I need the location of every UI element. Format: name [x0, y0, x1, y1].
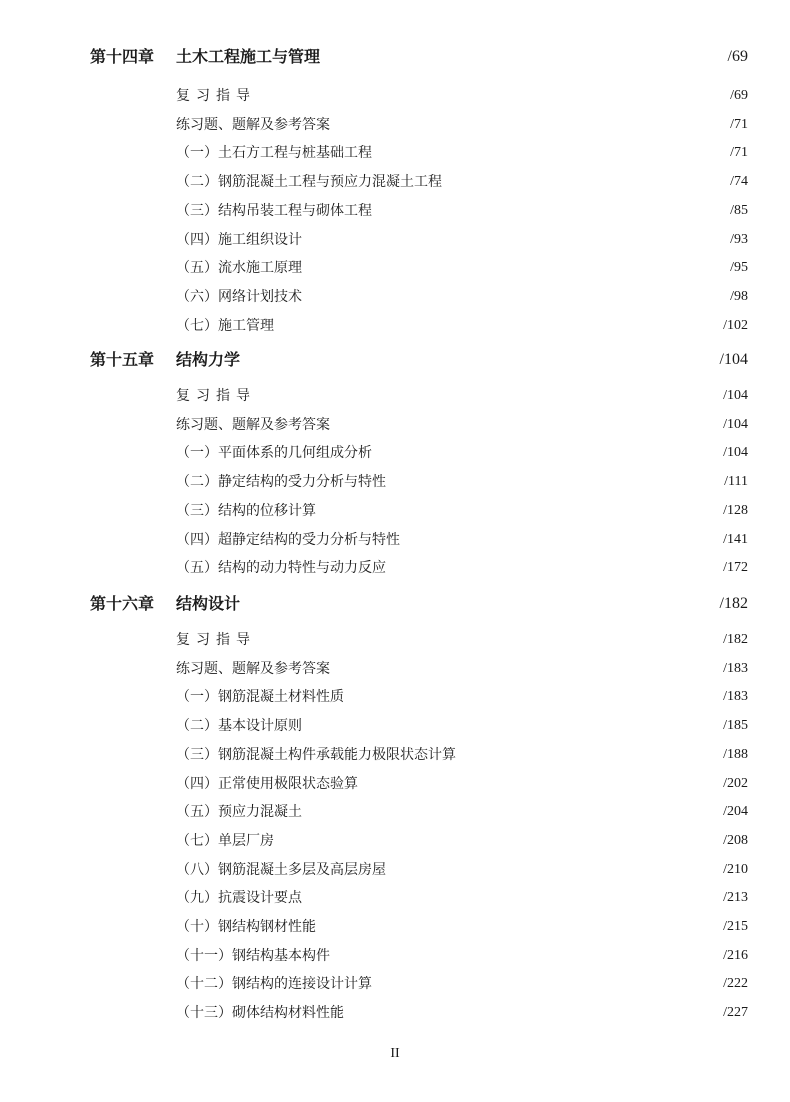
toc-entry[interactable] [0, 831, 790, 857]
toc-entry-title: （一）平面体系的几何组成分析 [176, 445, 372, 461]
toc-entry[interactable] [0, 860, 790, 886]
toc-entry[interactable] [0, 386, 790, 412]
toc-entry-page-number: /172 [723, 560, 748, 575]
toc-entry-title: （三）钢筋混凝土构件承载能力极限状态计算 [176, 747, 456, 763]
toc-entry-page-number: /95 [730, 260, 748, 275]
toc-entry-page-number: /213 [723, 890, 748, 905]
toc-entry[interactable] [0, 443, 790, 469]
toc-entry[interactable] [0, 172, 790, 198]
toc-entry-title: 练习题、题解及参考答案 [176, 117, 330, 133]
toc-entry-page-number: /85 [730, 203, 748, 218]
toc-entry-title: （二）钢筋混凝土工程与预应力混凝土工程 [176, 174, 442, 190]
toc-entry[interactable] [0, 659, 790, 685]
toc-entry[interactable] [0, 630, 790, 656]
chapter-title: 结构设计 [176, 594, 241, 613]
toc-entry-page-number: /222 [723, 976, 748, 991]
toc-entry-title: （三）结构的位移计算 [176, 503, 316, 519]
toc-entry-title: （十三）砌体结构材料性能 [176, 1005, 344, 1021]
toc-entry-page-number: /98 [730, 289, 748, 304]
toc-entry[interactable] [0, 1003, 790, 1029]
chapter-page-number: /182 [719, 595, 748, 612]
toc-entry-page-number: /128 [723, 503, 748, 518]
toc-entry-title: （七）施工管理 [176, 318, 274, 334]
toc-entry-page-number: /69 [730, 88, 748, 103]
toc-entry-title: （一）钢筋混凝土材料性质 [176, 689, 344, 705]
toc-entry[interactable] [0, 974, 790, 1000]
toc-entry-page-number: /188 [723, 747, 748, 762]
toc-entry[interactable] [0, 558, 790, 584]
toc-entry-page-number: /183 [723, 689, 748, 704]
chapter-page-number: /69 [727, 48, 748, 65]
toc-entry-title: （二）静定结构的受力分析与特性 [176, 474, 386, 490]
toc-entry[interactable] [0, 530, 790, 556]
toc-entry-page-number: /104 [723, 445, 748, 460]
toc-entry-page-number: /71 [730, 145, 748, 160]
toc-entry-page-number: /93 [730, 232, 748, 247]
toc-entry-title: 练习题、题解及参考答案 [176, 417, 330, 433]
toc-entry-title: 练习题、题解及参考答案 [176, 661, 330, 677]
toc-entry-page-number: /185 [723, 718, 748, 733]
toc-entry-page-number: /208 [723, 833, 748, 848]
toc-entry-title: （七）单层厂房 [176, 833, 274, 849]
toc-entry-title: （十）钢结构钢材性能 [176, 919, 316, 935]
toc-entry[interactable] [0, 917, 790, 943]
toc-entry[interactable] [0, 472, 790, 498]
toc-entry[interactable] [0, 230, 790, 256]
chapter-page-number: /104 [719, 351, 748, 368]
toc-entry-title: （四）正常使用极限状态验算 [176, 776, 358, 792]
toc-entry-page-number: /227 [723, 1005, 748, 1020]
toc-entry-title: （九）抗震设计要点 [176, 890, 302, 906]
toc-entry-page-number: /104 [723, 388, 748, 403]
chapter-number: 第十五章 [90, 350, 155, 369]
chapter-heading[interactable] [0, 593, 790, 619]
toc-entry-title: （一）土石方工程与桩基础工程 [176, 145, 372, 161]
toc-entry-page-number: /141 [723, 532, 748, 547]
toc-entry[interactable] [0, 745, 790, 771]
toc-entry-page-number: /104 [723, 417, 748, 432]
toc-entry[interactable] [0, 687, 790, 713]
toc-entry[interactable] [0, 716, 790, 742]
toc-entry[interactable] [0, 115, 790, 141]
toc-entry-title: （二）基本设计原则 [176, 718, 302, 734]
toc-entry-page-number: /210 [723, 862, 748, 877]
toc-entry-page-number: /182 [723, 632, 748, 647]
toc-entry-title: （六）网络计划技术 [176, 289, 302, 305]
toc-entry-title: （五）预应力混凝土 [176, 804, 302, 820]
toc-entry[interactable] [0, 946, 790, 972]
toc-entry-title: （十二）钢结构的连接设计计算 [176, 976, 372, 992]
toc-entry[interactable] [0, 774, 790, 800]
chapter-title: 土木工程施工与管理 [176, 47, 321, 66]
toc-entry-page-number: /111 [724, 474, 748, 489]
toc-entry[interactable] [0, 201, 790, 227]
toc-entry-page-number: /71 [730, 117, 748, 132]
toc-entry-title: （八）钢筋混凝土多层及高层房屋 [176, 862, 386, 878]
toc-entry-page-number: /215 [723, 919, 748, 934]
chapter-number: 第十四章 [90, 47, 155, 66]
toc-entry-page-number: /74 [730, 174, 748, 189]
toc-entry[interactable] [0, 888, 790, 914]
toc-entry-title: （十一）钢结构基本构件 [176, 948, 330, 964]
toc-entry-page-number: /202 [723, 776, 748, 791]
page-number: II [390, 1046, 400, 1061]
toc-entry-title: （五）结构的动力特性与动力反应 [176, 560, 386, 576]
toc-entry[interactable] [0, 86, 790, 112]
toc-entry[interactable] [0, 802, 790, 828]
chapter-number: 第十六章 [90, 594, 155, 613]
toc-entry[interactable] [0, 501, 790, 527]
toc-entry-page-number: /216 [723, 948, 748, 963]
toc-entry-title: 复习指导 [176, 388, 256, 404]
toc-entry-title: （三）结构吊装工程与砌体工程 [176, 203, 372, 219]
toc-entry-title: 复习指导 [176, 632, 256, 648]
toc-entry-page-number: /183 [723, 661, 748, 676]
toc-entry[interactable] [0, 287, 790, 313]
toc-entry[interactable] [0, 258, 790, 284]
toc-entry[interactable] [0, 415, 790, 441]
toc-entry-page-number: /102 [723, 318, 748, 333]
toc-entry-title: （四）施工组织设计 [176, 232, 302, 248]
toc-entry-title: （四）超静定结构的受力分析与特性 [176, 532, 400, 548]
chapter-title: 结构力学 [176, 350, 241, 369]
toc-entry-title: 复习指导 [176, 88, 256, 104]
chapter-heading[interactable] [0, 46, 790, 72]
chapter-heading[interactable] [0, 349, 790, 375]
toc-entry[interactable] [0, 316, 790, 342]
toc-entry-title: （五）流水施工原理 [176, 260, 302, 276]
toc-entry[interactable] [0, 143, 790, 169]
toc-entry-page-number: /204 [723, 804, 748, 819]
